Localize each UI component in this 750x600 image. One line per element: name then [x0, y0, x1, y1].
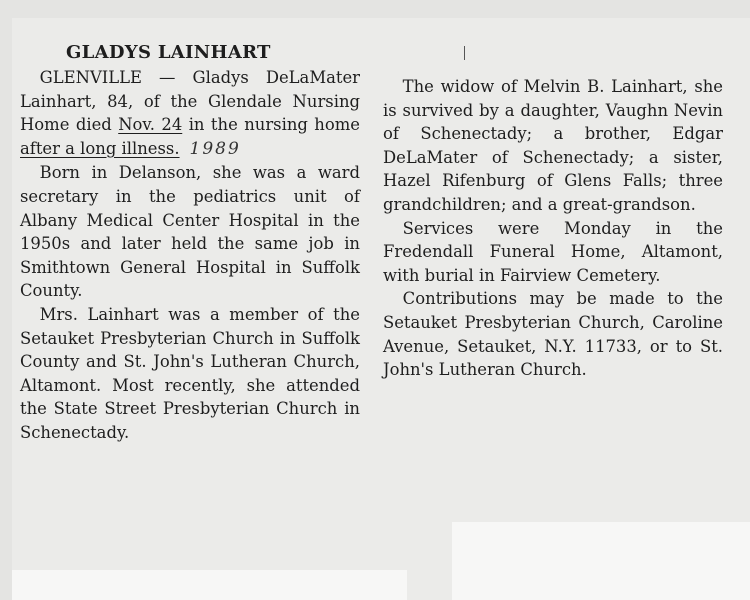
paragraph-services: Services were Monday in the Fredendall Funeral Home, Altamont, with burial in Fairview Cemetery.: [383, 218, 723, 285]
paragraph-church: Mrs. Lainhart was a member of the Setauket Presbyterian Church in Suffolk County and St. John's Lutheran Church, Altamont. Most recently, she attended the State Street Presbyterian Church in Schenectady.: [20, 304, 360, 442]
intro-end: after a long illness.: [20, 138, 180, 158]
torn-edge-left: [12, 570, 407, 600]
paragraph-intro: [20, 66, 360, 161]
paragraph-survivors: The widow of Melvin B. Lainhart, she is survived by a daughter, Vaughn Nevin of Schenectady; a brother, Edgar DeLaMater of Schenectady; a sister, Hazel Rifenburg of Glens Falls; three grandchildren; and a great-grandson.: [383, 77, 723, 214]
left-column: [20, 66, 360, 445]
torn-edge-right: [452, 522, 750, 600]
paragraph-contributions: Contributions may be made to the Setauket Presbyterian Church, Caroline Avenue, Setauket, N.Y. 11733, or to St. John's Lutheran Church.: [383, 289, 723, 380]
paragraph-career: Born in Delanson, she was a ward secretary in the pediatrics unit of Albany Medical Center Hospital in the 1950s and later held the same job in Smithtown General Hospital in Suffolk County.: [20, 163, 360, 301]
death-date: Nov. 24: [118, 115, 183, 135]
intro-text: GLENVILLE — Gladys DeLaMater Lainhart, 84, of the Glendale Nursing Home died: [20, 68, 360, 135]
obituary-headline: GLADYS LAINHART: [66, 42, 271, 63]
right-column: [383, 75, 723, 382]
handwritten-year: 1989: [189, 138, 241, 159]
stray-mark: [464, 46, 465, 60]
intro-mid: in the nursing home: [182, 115, 360, 135]
